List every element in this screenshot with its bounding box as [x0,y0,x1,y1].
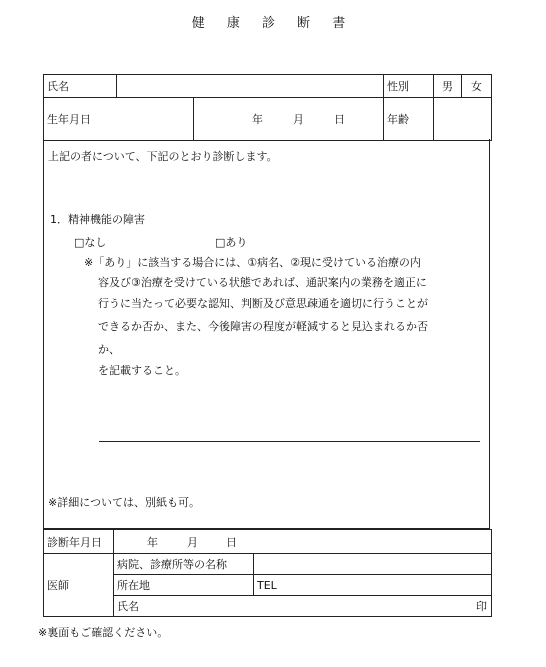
age-label: 年齢 [384,98,434,140]
male-option[interactable]: 男 [434,75,462,97]
diag-month: 月 [187,535,198,549]
dob-row [44,98,491,140]
doctor-block [44,554,491,616]
section-1-title: 1．精神機能の障害 [50,213,145,226]
hospital-label: 病院、診療所等の名称 [114,554,254,574]
diag-day: 日 [226,535,237,549]
note-line: できるか否か、また、今後障害の程度が軽減すると見込まれるか否 [98,320,428,333]
diagnosis-date-field[interactable] [114,530,491,553]
hospital-field[interactable] [254,554,491,574]
doctor-rows [114,554,491,616]
details-note: ※詳細については、別紙も可。 [48,496,200,509]
option-none-checkbox[interactable]: □なし [74,236,107,249]
doctor-label: 医師 [44,554,114,616]
dob-field[interactable] [194,98,384,140]
age-field[interactable] [434,98,491,140]
tel-field[interactable] [254,575,491,595]
note-line: 容及び③治療を受けている状態であれば、通訳案内の業務を適正に [98,276,427,289]
hospital-row [114,554,491,575]
name-field[interactable] [117,75,384,97]
doctor-info-table [43,529,492,617]
diagnosis-date-label: 診断年月日 [44,530,114,553]
dob-label: 生年月日 [44,98,194,140]
address-row [114,575,491,596]
dob-year: 年 [252,113,263,126]
signature-line[interactable] [99,441,480,442]
dob-day: 日 [334,113,345,126]
footer-note: ※裏面もご確認ください。 [38,626,169,639]
intro-text: 上記の者について、下記のとおり診断します。 [48,150,278,163]
address-label: 所在地 [114,575,254,595]
tel-label: TEL [257,578,277,592]
doctor-name-row [114,596,491,616]
doctor-name-label: 氏名 [117,600,139,613]
note-line: を記載すること。 [98,364,186,377]
name-row [44,75,491,98]
option-yes-checkbox[interactable]: □あり [215,236,248,249]
document-title: 健 康 診 断 書 [191,16,355,31]
note-line: か、 [98,343,120,356]
diag-year: 年 [147,535,158,549]
diagnosis-date-row [44,530,491,554]
name-label: 氏名 [44,75,117,97]
note-line: 行うに当たって必要な認知、判断及び意思疎通を適切に行うことが [98,297,428,310]
female-option[interactable]: 女 [471,80,482,93]
seal-mark: 印 [476,600,487,613]
doctor-name-field[interactable] [114,596,491,616]
dob-month: 月 [293,113,304,126]
sex-label: 性別 [384,75,434,97]
note-line: ※「あり」に該当する場合には、①病名、②現に受けている治療の内 [84,256,421,269]
personal-info-table [43,74,492,141]
